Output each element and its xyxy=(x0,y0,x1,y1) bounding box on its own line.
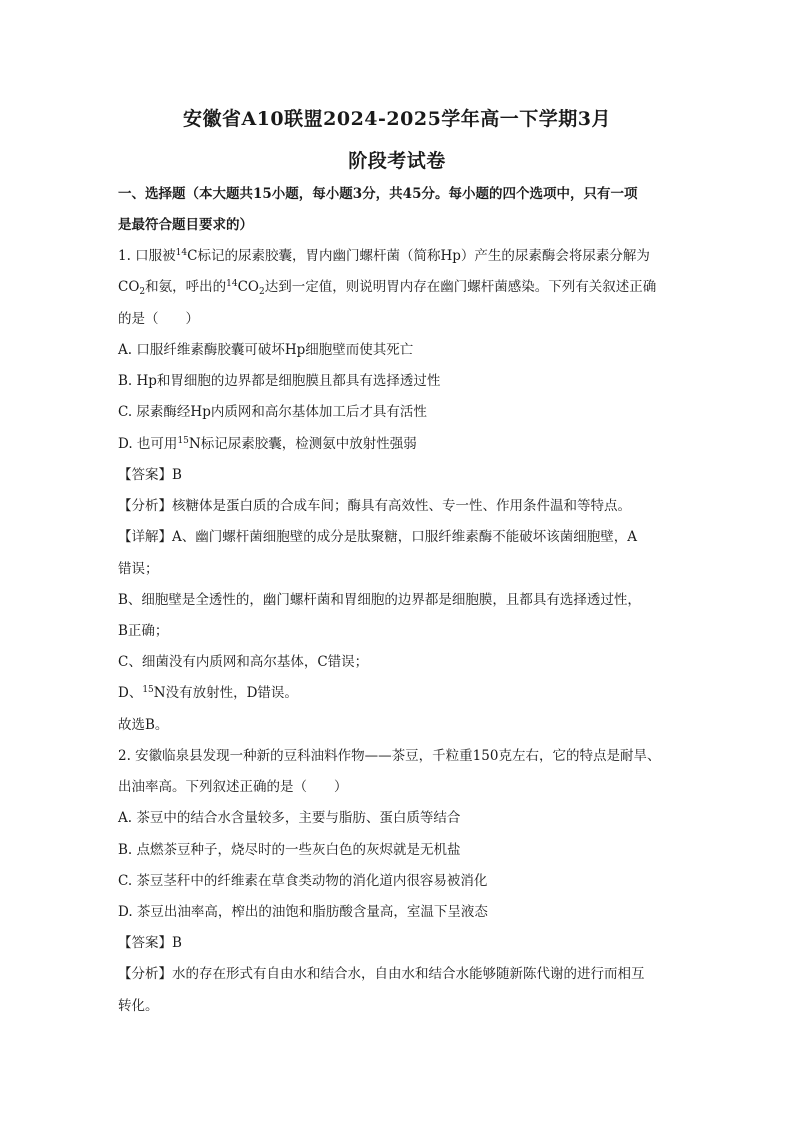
q2-analysis-line-2: 转化。 xyxy=(118,998,159,1014)
q1-analysis: 【分析】核糖体是蛋白质的合成车间；酶具有高效性、专一性、作用条件温和等特点。 xyxy=(118,498,631,514)
q1-detail-line-2: 错误； xyxy=(118,561,159,577)
q1-option-d: D. 也可用$^{15}$N标记尿素胶囊，检测氨中放射性强弱 xyxy=(118,436,417,452)
q1-conclusion: 故选B。 xyxy=(118,717,169,733)
q1-option-a: A. 口服纤维素酶胶囊可破坏Hp细胞壁而使其死亡 xyxy=(118,342,414,358)
document-title: 安徽省A10联盟2024-2025学年高一下学期3月 xyxy=(182,108,612,130)
q1-detail-line-5: C、细菌没有内质网和高尔基体，C错误； xyxy=(118,654,369,670)
q1-stem-line-1: 1. 口服被$^{14}$C标记的尿素胶囊，胃内幽门螺杆菌（简称Hp）产生的尿素酶会将尿素分解为 xyxy=(118,248,650,264)
q1-detail-line-6: D、$^{15}$N没有放射性，D错误。 xyxy=(118,685,298,701)
q1-detail-line-3: B、细胞壁是全透性的，幽门螺杆菌和胃细胞的边界都是细胞膜，且都具有选择透过性， xyxy=(118,592,641,608)
section-header-line-1: 一、选择题（本大题共15小题，每小题3分，共45分。每小题的四个选项中，只有一项 xyxy=(118,186,638,202)
q2-option-d: D. 茶豆出油率高，榨出的油饱和脂肪酸含量高，室温下呈液态 xyxy=(118,904,488,920)
q1-answer: 【答案】B xyxy=(118,467,182,483)
q1-option-c: C. 尿素酶经Hp内质网和高尔基体加工后才具有活性 xyxy=(118,404,427,420)
q2-answer: 【答案】B xyxy=(118,935,182,951)
q2-option-a: A. 茶豆中的结合水含量较多，主要与脂肪、蛋白质等结合 xyxy=(118,810,461,826)
q2-stem-line-1: 2. 安徽临泉县发现一种新的豆科油料作物——茶豆，千粒重150克左右，它的特点是耐旱、 xyxy=(118,748,661,764)
q2-option-b: B. 点燃茶豆种子，烧尽时的一些灰白色的灰烬就是无机盐 xyxy=(118,842,461,858)
q1-detail-line-4: B正确； xyxy=(118,623,169,639)
q2-option-c: C. 茶豆茎秆中的纤维素在草食类动物的消化道内很容易被消化 xyxy=(118,873,488,889)
q2-analysis-line-1: 【分析】水的存在形式有自由水和结合水，自由水和结合水能够随新陈代谢的进行而相互 xyxy=(118,966,645,982)
q1-detail-line-1: 【详解】A、幽门螺杆菌细胞壁的成分是肽聚糖，口服纤维素酶不能破坏该菌细胞壁，A xyxy=(118,529,637,545)
q1-stem-line-2: $CO_2$和氨，呼出的$^{14}CO_2$达到一定值，则说明胃内存在幽门螺杆菌感染。下列有关叙述正确 xyxy=(118,279,657,297)
section-header-line-2: 是最符合题目要求的） xyxy=(118,217,253,233)
q1-stem-line-3: 的是（ ） xyxy=(118,311,199,327)
q1-option-b: B. Hp和胃细胞的边界都是细胞膜且都具有选择透过性 xyxy=(118,373,441,389)
q2-stem-line-2: 出油率高。下列叙述正确的是（ ） xyxy=(118,779,348,795)
document-subtitle: 阶段考试卷 xyxy=(348,150,446,172)
